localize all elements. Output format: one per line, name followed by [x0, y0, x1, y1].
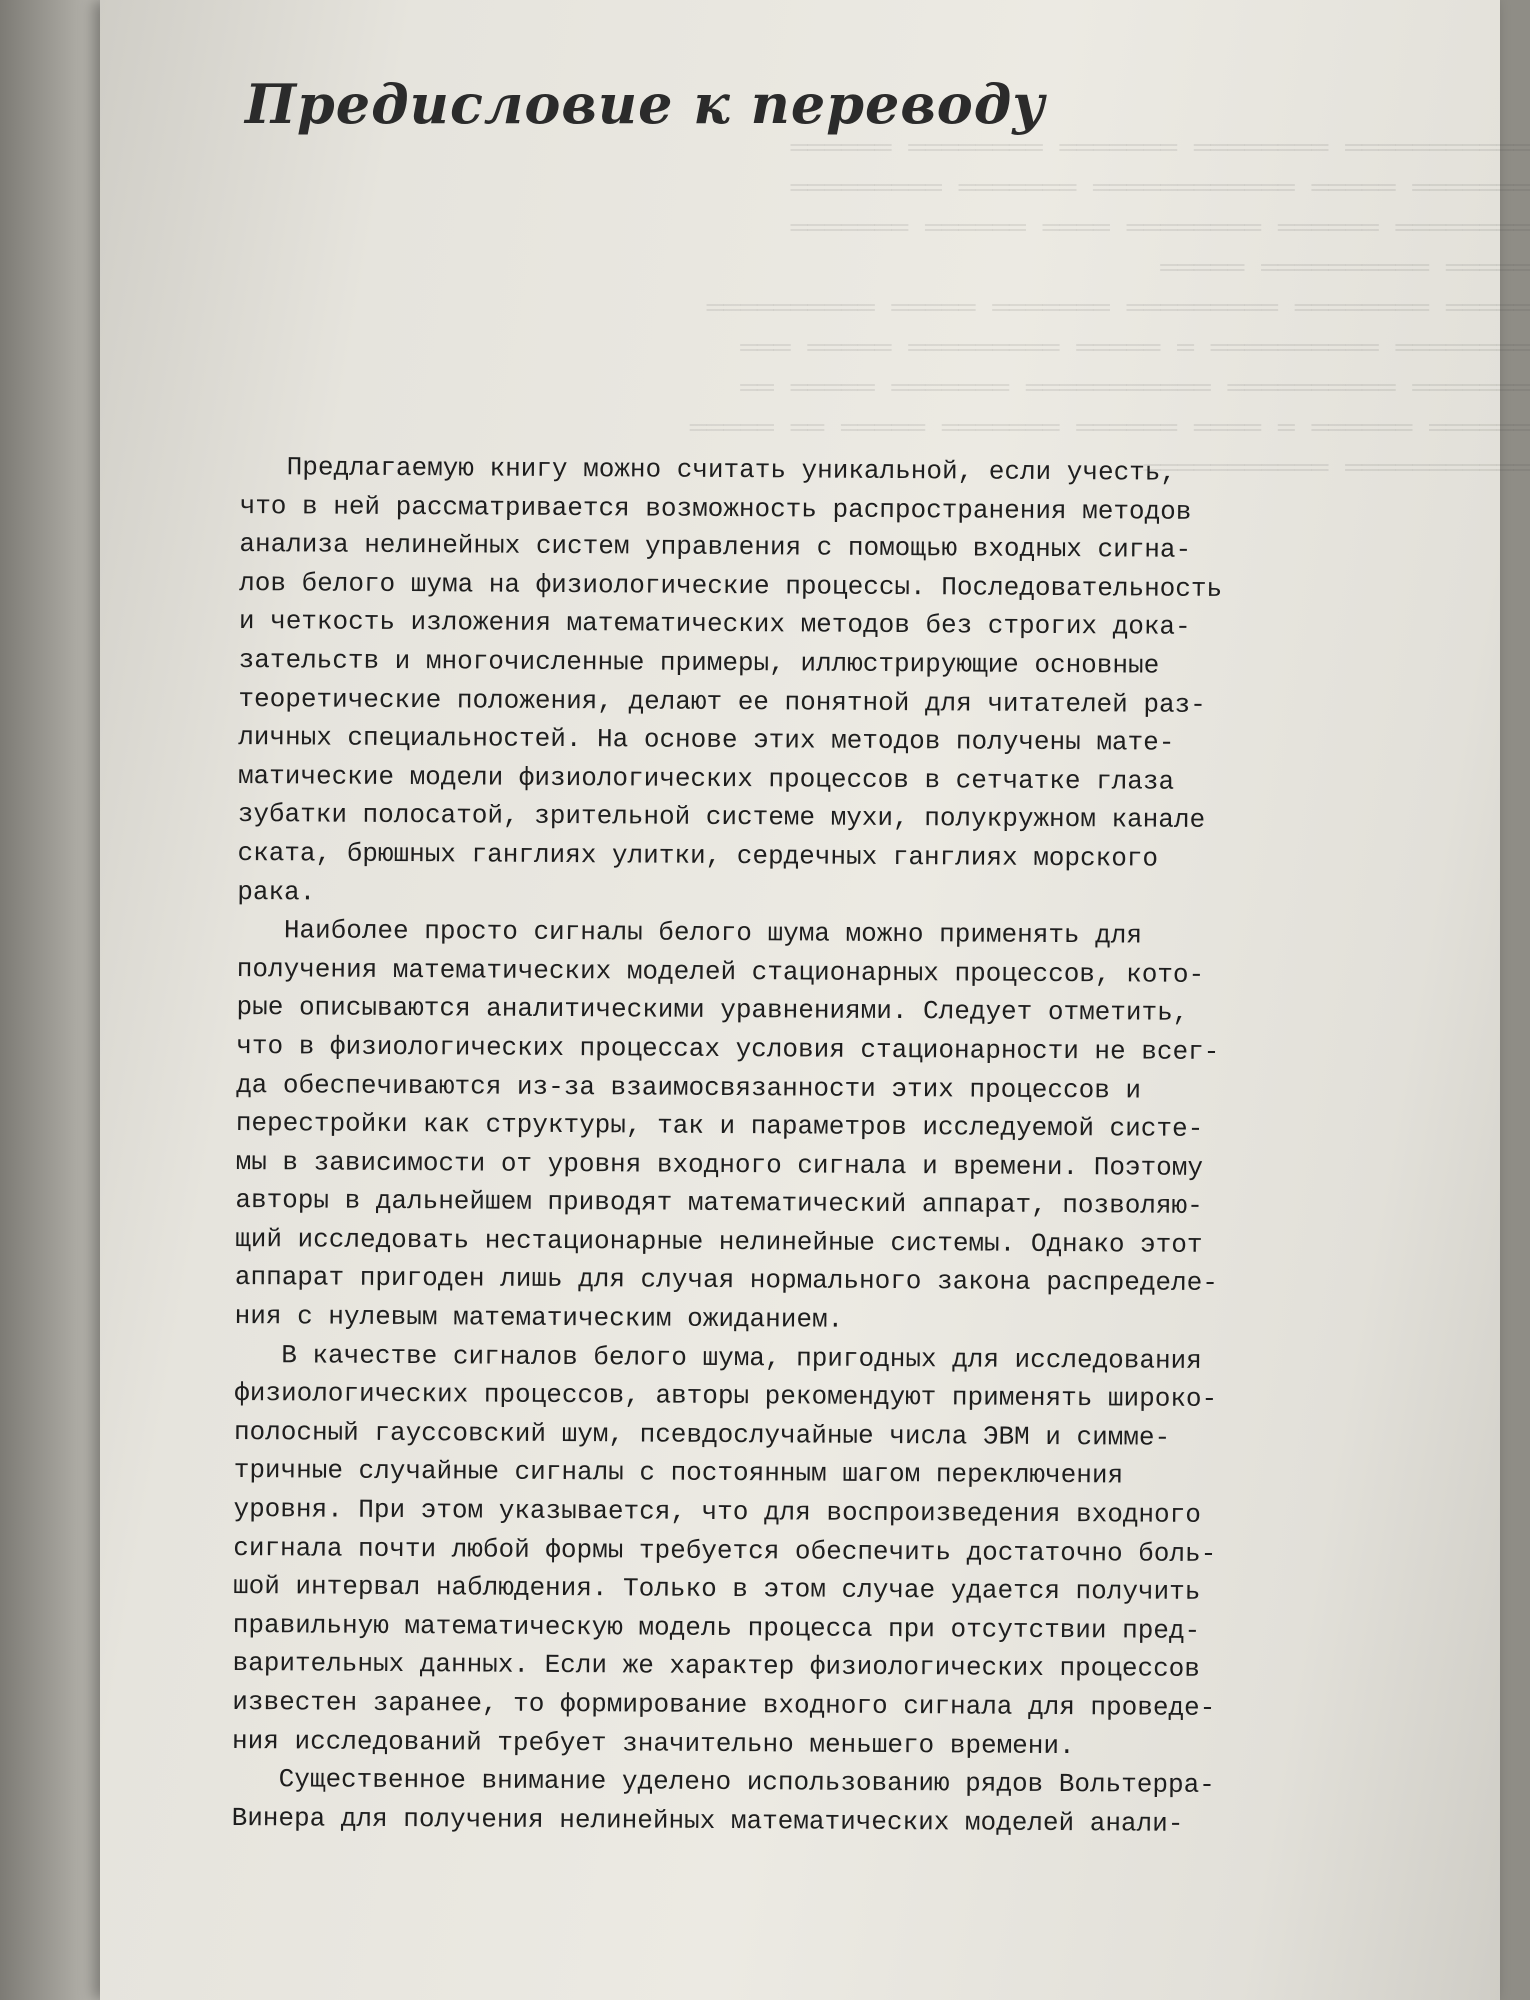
text-line: тричные случайные сигналы с постоянным шагом переключения [233, 1455, 1124, 1491]
text-line: теоретические положения, делают ее понятной для читателей раз- [238, 683, 1206, 720]
text-line: аппарат пригоден лишь для случая нормального закона распределе- [234, 1262, 1218, 1299]
text-line: Наиболее просто сигналы белого шума можно применять для [236, 915, 1143, 951]
text-line: ния исследований требует значительно меньшего времени. [232, 1725, 1075, 1761]
text-line: сигнала почти любой формы требуется обеспечить достаточно боль- [233, 1532, 1217, 1569]
text-line: уровня. При этом указывается, что для воспроизведения входного [233, 1494, 1201, 1530]
text-line: перестройки как структуры, так и параметров исследуемой систе- [235, 1108, 1204, 1144]
text-line: рые описываются аналитическими уравнениями. Следует отметить, [236, 992, 1189, 1029]
text-line: лов белого шума на физиологические процессы. Последовательность [239, 567, 1223, 604]
text-line: что в физиологических процессах условия стационарности не всег- [236, 1030, 1220, 1067]
text-line: физиологических процессов, авторы рекомендуют применять широко- [234, 1378, 1218, 1415]
show-through-text: ═══════════ ════════ ═══════ ════════ ══════ ═══════ ═════ ════════════ ═══════ ═════════ ════════ ══════ ════════ ════ ══════ ═══════ ═════ ══════════ ═════ ═════ ════════ ═════════ ═══════ ═════ ══════════ ════════ ══════════ ═ ═════ ═════════ ═════ ═══ ═══════ ══════════ ═══════════ ═══════ ═════ ══ ══════ ══════ ═ ════ ══════ ═══════ ═════ ══ ═════ ═══════════ ═══════════ [689, 134, 1530, 485]
text-line: мы в зависимости от уровня входного сигнала и времени. Поэтому [235, 1146, 1204, 1183]
text-line: рака. [237, 876, 316, 907]
text-line: ската, брюшных ганглиях улитки, сердечных ганглиях морского [237, 837, 1159, 874]
text-line: и четкость изложения математических методов без строгих дока- [238, 606, 1191, 643]
text-line: варительных данных. Если же характер физиологических процессов [232, 1648, 1201, 1685]
paragraph-4 [232, 1760, 1410, 1844]
paragraph-3 [232, 1336, 1413, 1768]
text-line: зательств и многочисленные примеры, иллюстрирующие основные [238, 644, 1160, 681]
paragraph-1 [237, 448, 1418, 918]
paragraph-2 [235, 911, 1416, 1343]
text-line: получения математических моделей стационарных процессов, кото- [236, 953, 1205, 990]
text-line: правильную математическую модель процесса при отсутствии пред- [232, 1609, 1201, 1646]
text-line: зубатки полосатой, зрительной системе мухи, полукружном канале [237, 799, 1206, 836]
text-line: Предлагаемую книгу можно считать уникальной, если учесть, [239, 451, 1177, 488]
text-line: шой интервал наблюдения. Только в этом случае удается получить [232, 1571, 1201, 1608]
text-line: полосный гауссовский шум, псевдослучайные числа ЭВМ и симме- [233, 1416, 1171, 1453]
text-line: анализа нелинейных систем управления с помощью входных сигна- [239, 529, 1192, 565]
body-text [232, 448, 1418, 1845]
text-line: что в ней рассматривается возможность распространения методов [239, 490, 1192, 527]
text-line: ния с нулевым математическим ожиданием. [234, 1301, 844, 1335]
text-line: матические модели физиологических процессов в сетчатке глаза [237, 760, 1175, 797]
text-line: Винера для получения нелинейных математических моделей анали- [231, 1802, 1184, 1839]
text-line: авторы в дальнейшем приводят математический аппарат, позволяю- [235, 1185, 1203, 1222]
text-line: В качестве сигналов белого шума, пригодных для исследования [234, 1339, 1202, 1376]
text-line: щий исследовать нестационарные нелинейные системы. Однако этот [235, 1223, 1203, 1260]
text-line: Существенное внимание уделено использованию рядов Вольтерра- [231, 1764, 1215, 1801]
page-title: Предисловие к переводу [245, 72, 1046, 136]
text-line: да обеспечиваются из-за взаимосвязанности этих процессов и [236, 1069, 1142, 1106]
text-line: известен заранее, то формирование входного сигнала для проведе- [232, 1686, 1216, 1723]
text-line: личных специальностей. На основе этих методов получены мате- [238, 722, 1175, 758]
